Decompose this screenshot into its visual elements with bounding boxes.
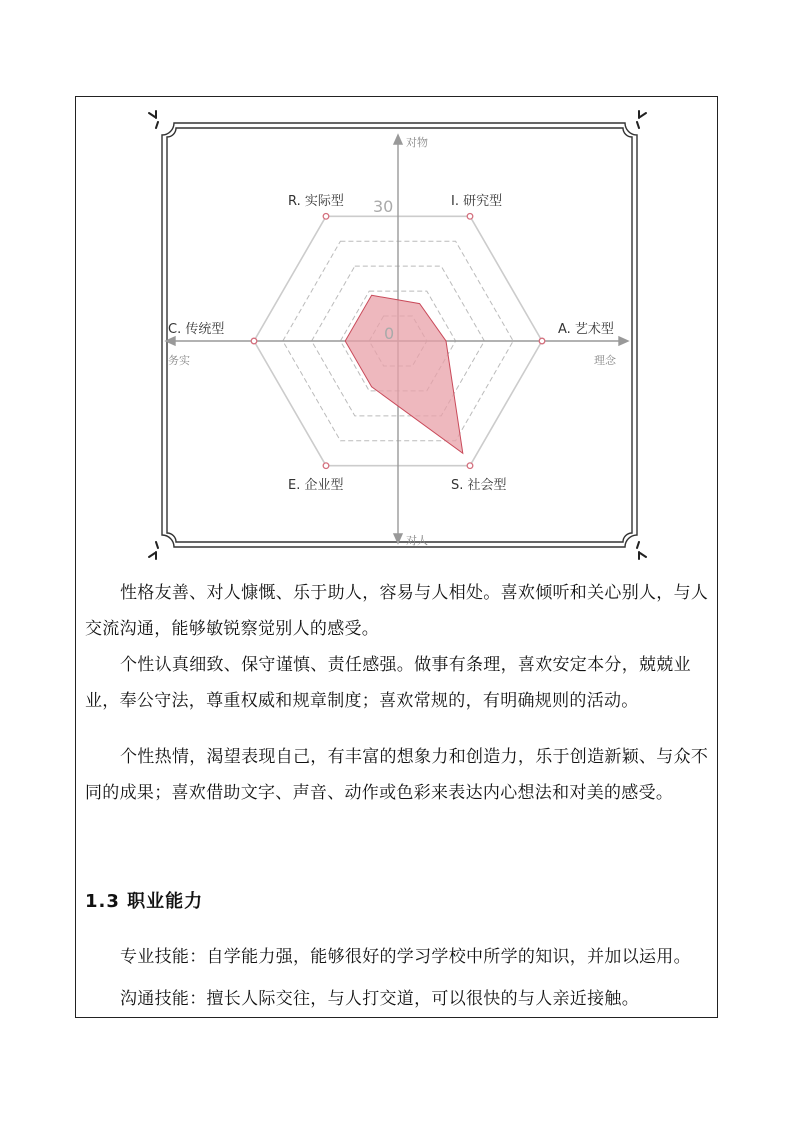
scale-max-label: 30 — [373, 197, 394, 216]
label-realistic: R. 实际型 — [288, 194, 344, 209]
label-artistic: A. 艺术型 — [558, 322, 614, 337]
label-investigative: I. 研究型 — [451, 194, 503, 209]
axis-left-label: 务实 — [168, 354, 190, 367]
radar-vertex-marker — [539, 338, 545, 344]
axis-top-label: 对物 — [406, 136, 428, 149]
radar-vertex-marker — [323, 463, 329, 469]
radar-vertex-marker — [467, 213, 473, 219]
label-conventional: C. 传统型 — [168, 322, 225, 337]
radar-vertex-marker — [467, 463, 473, 469]
paragraph-3: 个性热情，渴望表现自己，有丰富的想象力和创造力，乐于创造新颖、与众不同的成果；喜欢借助文字、声音、动作或色彩来表达内心想法和对美的感受。 — [85, 747, 709, 803]
axis-bottom-label: 对人 — [406, 534, 428, 547]
label-social: S. 社会型 — [451, 478, 507, 493]
axis-right-label: 理念 — [594, 354, 616, 367]
skill-item-professional: 专业技能：自学能力强，能够很好的学习学校中所学的知识，并加以运用。 — [120, 947, 691, 967]
label-enterprising: E. 企业型 — [288, 478, 344, 493]
radar-vertex-marker — [251, 338, 257, 344]
scale-min-label: 0 — [384, 324, 395, 343]
radar-chart — [76, 97, 719, 567]
paragraph-2: 个性认真细致、保守谨慎、责任感强。做事有条理，喜欢安定本分，兢兢业业，奉公守法，尊重权威和规章制度；喜欢常规的，有明确规则的活动。 — [85, 655, 691, 711]
paragraph-1: 性格友善、对人慷慨、乐于助人，容易与人相处。喜欢倾听和关心别人，与人交流沟通，能够敏锐察觉别人的感受。 — [85, 583, 709, 639]
content-box — [75, 96, 718, 1018]
radar-score-area — [345, 295, 463, 453]
section-heading: 1.3 职业能力 — [85, 891, 204, 912]
holland-radar-figure — [76, 97, 719, 567]
skill-item-communication: 沟通技能：擅长人际交往，与人打交道，可以很快的与人亲近接触。 — [120, 989, 639, 1009]
radar-vertex-marker — [323, 213, 329, 219]
